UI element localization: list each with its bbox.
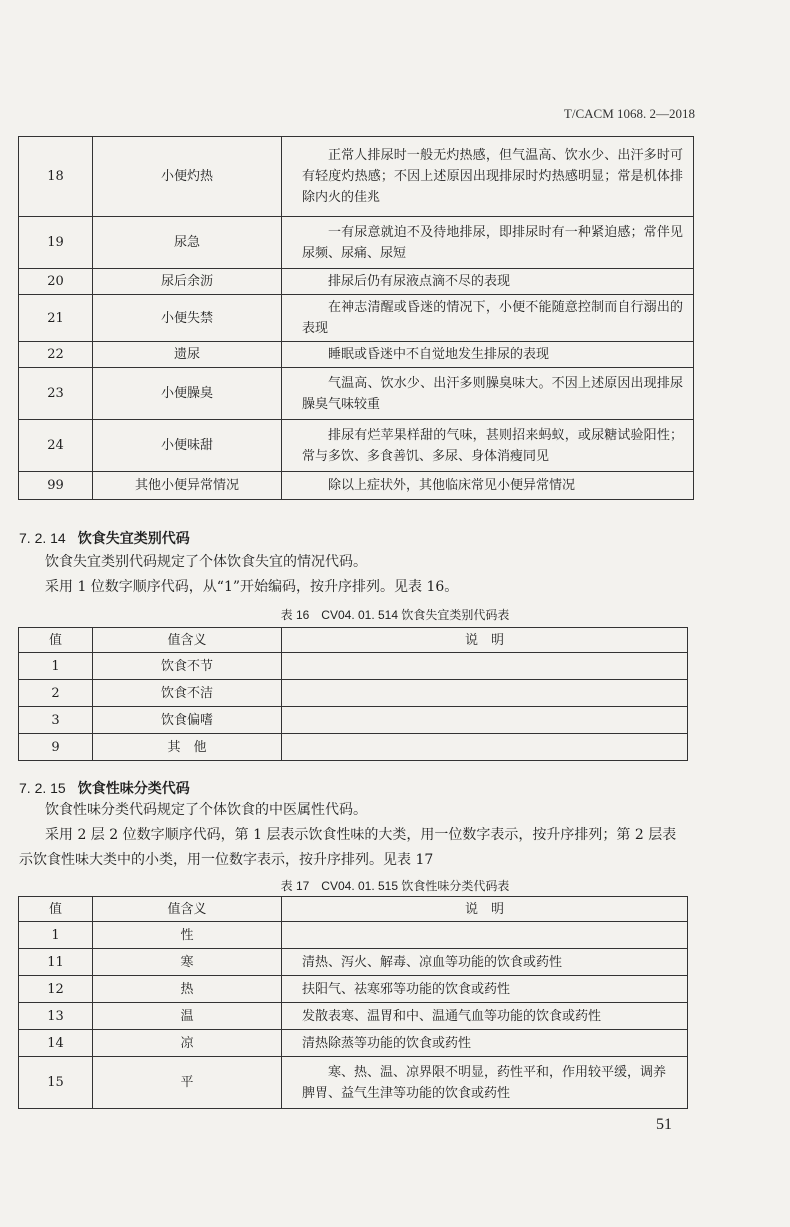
table-row [19,653,688,680]
table-row [19,217,694,269]
row-note [282,653,688,680]
table-caption: 表 16 CV04. 01. 514 饮食失宜类别代码表 [280,608,510,622]
row-meaning: 饮食偏嗜 [93,707,282,734]
row-value: 13 [19,1003,93,1030]
row-code: 23 [19,368,93,420]
table-header-row [19,628,688,653]
page-number: 51 [656,1116,672,1133]
section-title: 饮食性味分类代码 [77,780,190,796]
row-meaning: 其 他 [93,734,282,761]
standard-code: T/CACM 1068. 2—2018 [563,106,695,121]
row-name: 小便灼热 [93,137,282,217]
table-row [19,269,694,295]
section-heading-7-2-14 [19,528,190,548]
row-description: 在神志清醒或昏迷的情况下，小便不能随意控制而自行溺出的表现 [282,295,694,342]
row-value: 14 [19,1030,93,1057]
row-description: 排尿有烂苹果样甜的气味，甚则招来蚂蚁，或尿糖试验阳性；常与多饮、多食善饥、多尿、身体消瘦同见 [282,420,694,472]
row-code: 19 [19,217,93,269]
header-note: 说 明 [282,628,688,653]
section-number: 7. 2. 15 [19,780,66,796]
row-value: 3 [19,707,93,734]
table-row [19,342,694,368]
table-row [19,295,694,342]
row-meaning: 热 [93,976,282,1003]
header-value: 值 [19,628,93,653]
row-value: 12 [19,976,93,1003]
row-meaning: 寒 [93,949,282,976]
section-title: 饮食失宜类别代码 [77,530,190,546]
row-value: 2 [19,680,93,707]
row-name: 其他小便异常情况 [93,472,282,500]
section-paragraph: 饮食失宜类别代码规定了个体饮食失宜的情况代码。 [45,554,367,570]
row-name: 尿后余沥 [93,269,282,295]
section-paragraph: 采用 1 位数字顺序代码，从“1”开始编码，按升序排列。见表 16。 [45,579,459,595]
row-note [282,734,688,761]
table-row [19,976,688,1003]
table-row [19,472,694,500]
table-row [19,420,694,472]
section-heading-7-2-15 [19,778,190,798]
row-name: 遗尿 [93,342,282,368]
section-paragraph: 饮食性味分类代码规定了个体饮食的中医属性代码。 [45,802,367,818]
diet-nature-table [18,896,688,1109]
row-code: 24 [19,420,93,472]
row-value: 1 [19,922,93,949]
table-row [19,949,688,976]
table-row [19,922,688,949]
row-value: 1 [19,653,93,680]
row-code: 99 [19,472,93,500]
table-row [19,734,688,761]
row-name: 小便味甜 [93,420,282,472]
table-row [19,368,694,420]
row-meaning: 性 [93,922,282,949]
row-note [282,707,688,734]
header-note: 说 明 [282,897,688,922]
row-description: 气温高、饮水少、出汗多则臊臭味大。不因上述原因出现排尿臊臭气味较重 [282,368,694,420]
header-value: 值 [19,897,93,922]
table-row [19,137,694,217]
table-caption: 表 17 CV04. 01. 515 饮食性味分类代码表 [280,879,510,893]
row-description: 睡眠或昏迷中不自觉地发生排尿的表现 [282,342,694,368]
header-meaning: 值含义 [93,628,282,653]
row-note: 清热除蒸等功能的饮食或药性 [282,1030,688,1057]
row-note: 清热、泻火、解毒、凉血等功能的饮食或药性 [282,949,688,976]
section-number: 7. 2. 14 [19,530,66,546]
row-name: 尿急 [93,217,282,269]
row-meaning: 饮食不洁 [93,680,282,707]
row-code: 20 [19,269,93,295]
row-value: 15 [19,1057,93,1109]
row-code: 22 [19,342,93,368]
row-value: 11 [19,949,93,976]
row-meaning: 平 [93,1057,282,1109]
row-note [282,922,688,949]
table-header-row [19,897,688,922]
row-note [282,680,688,707]
row-note: 发散表寒、温胃和中、温通气血等功能的饮食或药性 [282,1003,688,1030]
table-row [19,1057,688,1109]
header-meaning: 值含义 [93,897,282,922]
row-name: 小便臊臭 [93,368,282,420]
table-row [19,1003,688,1030]
row-name: 小便失禁 [93,295,282,342]
row-meaning: 温 [93,1003,282,1030]
row-meaning: 饮食不节 [93,653,282,680]
row-code: 18 [19,137,93,217]
urine-symptom-table [18,136,694,500]
row-value: 9 [19,734,93,761]
row-code: 21 [19,295,93,342]
row-description: 正常人排尿时一般无灼热感，但气温高、饮水少、出汗多时可有轻度灼热感；不因上述原因出现排尿时灼热感明显；常是机体排除内火的佳兆 [282,137,694,217]
row-description: 一有尿意就迫不及待地排尿，即排尿时有一种紧迫感；常伴见尿频、尿痛、尿短 [282,217,694,269]
section-paragraph: 采用 2 层 2 位数字顺序代码，第 1 层表示饮食性味的大类，用一位数字表示，按升序排列；第 2 层表示饮食性味大类中的小类，用一位数字表示，按升序排列。见表 17 [19,827,677,868]
row-note: 扶阳气、祛寒邪等功能的饮食或药性 [282,976,688,1003]
row-meaning: 凉 [93,1030,282,1057]
table-row [19,680,688,707]
row-description: 除以上症状外，其他临床常见小便异常情况 [282,472,694,500]
diet-type-table [18,627,688,761]
table-row [19,1030,688,1057]
row-note: 寒、热、温、凉界限不明显，药性平和，作用较平缓，调养脾胃、益气生津等功能的饮食或药性 [282,1057,688,1109]
row-description: 排尿后仍有尿液点滴不尽的表现 [282,269,694,295]
table-row [19,707,688,734]
